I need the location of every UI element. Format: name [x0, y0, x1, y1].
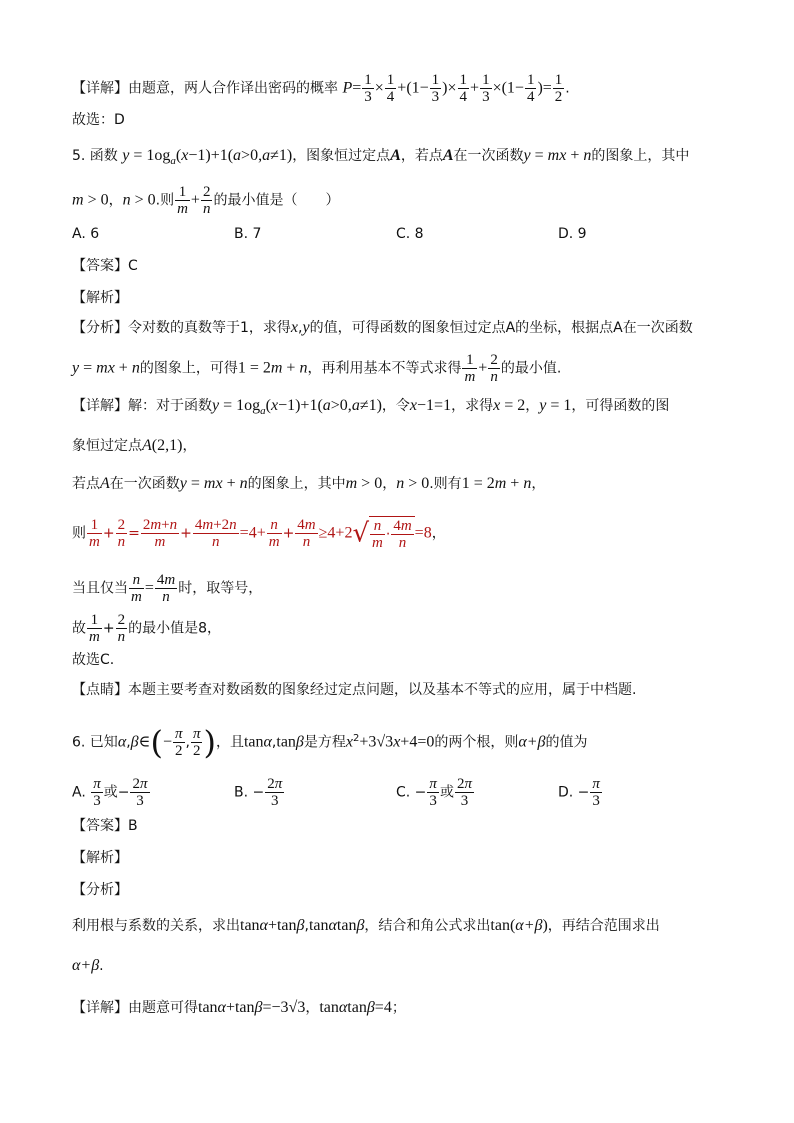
xiangjie-line-2: 象恒过定点A(2,1)，: [72, 437, 197, 454]
xiangjie-line-5: 当且仅当 $\frac{n}{m}$ = $\frac{4m}{n}$ 时，取等号，: [72, 572, 263, 605]
analysis-6-label: 【解析】: [72, 850, 128, 866]
choice-d: D. 9: [558, 226, 587, 242]
xiangjie-line-3: 若点A在一次函数y = mx + n的图象上，其中m > 0，n > 0.则有1 = 2m + n，: [72, 475, 546, 492]
fenxi-6-line-1: 利用根与系数的关系，求出tanα+tanβ,tanαtanβ，结合和角公式求出tan(α+β)，再结合范围求出: [72, 917, 660, 934]
fenxi-line-2: y = mx + n的图象上，可得1 = 2m + n，再利用基本不等式求得 $\frac{1}{m}$ + $\frac{2}{n}$ 的最小值.: [72, 352, 562, 385]
choice-c: C. 8: [396, 226, 424, 242]
question-6: 6. 已知α,β∈(− $\frac{\pi}{2}$ , $\frac{\pi}{2}$ )，且tanα,tanβ是方程$x^2+3√3x+4=0$的两个根，则α+β的值为: [72, 723, 588, 762]
choice-6a: A. $\frac{\pi}{3}$ 或− $\frac{2\pi}{3}$: [72, 776, 148, 809]
xiangjie-line-1: 【详解】解：对于函数$y = 1og_a(x-1)+1(a>0,a\ne 1)$，令x−1=1，求得x = 2，y = 1，可得函数的图: [72, 397, 670, 417]
choice-b: B. 7: [234, 226, 262, 242]
sqrt: √ $\frac{n}{m}$ · $\frac{4m}{n}$: [352, 516, 414, 551]
dianjing: 【点睛】本题主要考查对数函数的图象经过定点问题，以及基本不等式的应用，属于中档题.: [72, 682, 637, 698]
choice-6d: D. − $\frac{\pi}{3}$: [558, 776, 600, 809]
detail-line-1: 【详解】由题意，两人合作译出密码的概率 P= $\frac{1}{3}$ × $\frac{1}{4}$ +(1− $\frac{1}{3}$ )× $\frac{1}{4}$ + $\frac{1}{3}$ ×(1− $\frac{1}{4}$ )= $\frac{1}{2}$ .: [72, 72, 570, 105]
question-5-line-1: 5. 函数 $y = 1og_a(x-1)+1(a>0,a\ne 1)$，图象恒过定点A，若点A在一次函数y = mx + n的图象上，其中: [72, 147, 690, 167]
math-probability: P: [342, 79, 353, 97]
analysis-label: 【解析】: [72, 290, 128, 306]
fenxi-6-line-2: α+β.: [72, 957, 104, 974]
choice-6c: C. − $\frac{\pi}{3}$ 或 $\frac{2\pi}{3}$: [396, 776, 472, 809]
xiangjie-line-7: 故选C.: [72, 652, 115, 668]
choice-a: A. 6: [72, 226, 100, 242]
fenxi-line-1: 【分析】令对数的真数等于1，求得x,y的值，可得函数的图象恒过定点A的坐标，根据点A在一次函数: [72, 319, 693, 336]
answer-label: 【答案】C: [72, 258, 138, 274]
question-5-line-2: m > 0，n > 0.则 $\frac{1}{m}$ + $\frac{2}{n}$ 的最小值是（ ）: [72, 184, 340, 217]
choice-result-d: 故选：D: [72, 112, 125, 128]
fenxi-6-label: 【分析】: [72, 882, 128, 898]
xiangjie-6-line-1: 【详解】由题意可得tanα+tanβ=−3√3，tanαtanβ=4；: [72, 999, 406, 1016]
choice-6b: B. − $\frac{2\pi}{3}$: [234, 776, 283, 809]
xiangjie-line-6: 故 $\frac{1}{m}$ + $\frac{2}{n}$ 的最小值是8，: [72, 612, 221, 645]
xiangjie-inequality: 则 $\frac{1}{m}$ + $\frac{2}{n}$ = $\frac{2m+n}{m}$ + $\frac{4m+2n}{n}$ =4+ $\frac{n}{m}$ + $\frac{4m}{n}$ ≥4+2√ $\frac{n}{m}$ · $\frac{4m}{n}$ =8，: [72, 517, 446, 551]
fraction: $\frac{1}{3}$: [364, 72, 372, 105]
answer-6-label: 【答案】B: [72, 818, 138, 834]
